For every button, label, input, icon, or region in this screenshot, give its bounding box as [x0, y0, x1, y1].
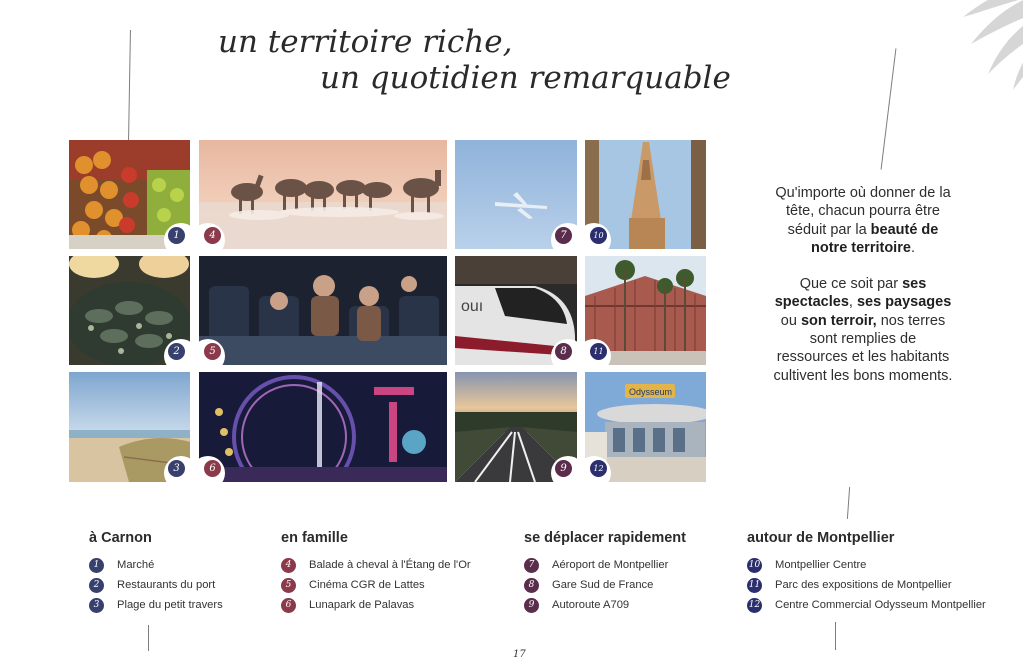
photo-badge: 7: [553, 225, 574, 246]
photo-exhibition-park: [585, 256, 706, 365]
photo-badge: 3: [166, 458, 187, 479]
title-line-2: un quotidien remarquable: [320, 60, 731, 96]
legend-label: Gare Sud de France: [552, 579, 654, 591]
title-line-1: un territoire riche,: [218, 24, 513, 60]
photo-badge: 10: [588, 225, 609, 246]
legend-item: [281, 595, 471, 615]
legend-carnon: [89, 530, 223, 615]
legend-item: [747, 555, 986, 575]
text-run: nos terres sont remplies de ressources et les habitants cultivent les bons moments.: [773, 312, 953, 384]
legend-label: Cinéma CGR de Lattes: [309, 579, 425, 591]
legend-heading: autour de Montpellier: [747, 530, 895, 546]
svg-text:ouı: ouı: [461, 298, 484, 315]
photo-horses-image: [199, 140, 447, 249]
photo-funfair: [199, 372, 447, 482]
photo-funfair-image: [199, 372, 447, 482]
text-emphasis: ses paysages: [856, 294, 952, 311]
page-title: [218, 24, 778, 96]
legend-number-badge: 3: [89, 598, 104, 613]
legend-label: Centre Commercial Odysseum Montpellier: [775, 599, 986, 611]
legend-number-badge: 11: [747, 578, 762, 593]
divider-line: [148, 625, 149, 651]
legend-item: [89, 555, 223, 575]
intro-text: [773, 184, 953, 403]
text-emphasis: son terroir,: [800, 312, 877, 329]
legend-number-badge: 1: [89, 558, 104, 573]
legend-label: Montpellier Centre: [775, 559, 867, 571]
legend-item: [281, 555, 471, 575]
photo-market: [69, 140, 190, 249]
legend-item: [747, 575, 986, 595]
text-emphasis: beauté de notre territoire: [811, 221, 939, 256]
legend-label: Restaurants du port: [117, 579, 216, 591]
legend-number-badge: 2: [89, 578, 104, 593]
photo-beach: [69, 372, 190, 482]
legend-number-badge: 9: [524, 598, 539, 613]
photo-church: [585, 140, 706, 249]
photo-badge: 5: [202, 341, 223, 362]
photo-horses: [199, 140, 447, 249]
text-run: Que ce soit par: [799, 276, 903, 293]
legend-autour-de-montpellier: [747, 530, 986, 615]
photo-badge: 6: [202, 458, 223, 479]
palm-leaf-shadow-icon: [893, 0, 1023, 92]
legend-number-badge: 4: [281, 558, 296, 573]
divider-line: [835, 622, 836, 650]
legend-item: [524, 595, 686, 615]
text-run: .: [910, 239, 915, 256]
legend-label: Autoroute A709: [552, 599, 630, 611]
legend-label: Balade à cheval à l'Étang de l'Or: [309, 559, 471, 571]
photo-badge: 12: [588, 458, 609, 479]
photo-odysseum: [585, 372, 706, 482]
photo-seafood: [69, 256, 190, 365]
legend-label: Lunapark de Palavas: [309, 599, 415, 611]
legend-number-badge: 10: [747, 558, 762, 573]
page-number: 17: [513, 649, 526, 660]
text-emphasis: ses spectacles: [774, 276, 927, 311]
legend-number-badge: 6: [281, 598, 296, 613]
photo-cinema-image: [199, 256, 447, 365]
legend-number-badge: 12: [747, 598, 762, 613]
legend-heading: se déplacer rapidement: [524, 530, 686, 546]
legend-label: Plage du petit travers: [117, 599, 223, 611]
legend-label: Aéroport de Montpellier: [552, 559, 669, 571]
legend-heading: en famille: [281, 530, 348, 546]
legend-number-badge: 8: [524, 578, 539, 593]
legend-number-badge: 7: [524, 558, 539, 573]
intro-paragraph-2: [773, 275, 953, 385]
photo-badge: 9: [553, 458, 574, 479]
text-run: ou: [780, 312, 801, 329]
legend-item: [89, 575, 223, 595]
photo-badge: 8: [553, 341, 574, 362]
legend-label: Parc des expositions de Montpellier: [775, 579, 952, 591]
legend-item: [747, 595, 986, 615]
legend-item: [524, 575, 686, 595]
photo-badge: 11: [588, 341, 609, 362]
photo-badge: 2: [166, 341, 187, 362]
legend-item: [89, 595, 223, 615]
legend-label: Marché: [117, 559, 155, 571]
legend-heading: à Carnon: [89, 530, 152, 546]
photo-cinema: [199, 256, 447, 365]
legend-en-famille: [281, 530, 471, 615]
text-run: Qu'importe où donner de la tête, chacun pourra être séduit par la: [775, 185, 951, 238]
photo-airplane: [455, 140, 577, 249]
svg-text:Odysseum: Odysseum: [629, 387, 673, 397]
legend-item: [281, 575, 471, 595]
photo-badge: 1: [166, 225, 187, 246]
photo-train: [455, 256, 577, 365]
divider-line: [128, 30, 131, 140]
divider-line: [847, 487, 850, 519]
photo-badge: 4: [202, 225, 223, 246]
legend-number-badge: 5: [281, 578, 296, 593]
legend-se-deplacer: [524, 530, 686, 615]
intro-paragraph-1: [773, 184, 953, 257]
text-run: ,: [848, 294, 857, 311]
photo-motorway: [455, 372, 577, 482]
legend-item: [524, 555, 686, 575]
